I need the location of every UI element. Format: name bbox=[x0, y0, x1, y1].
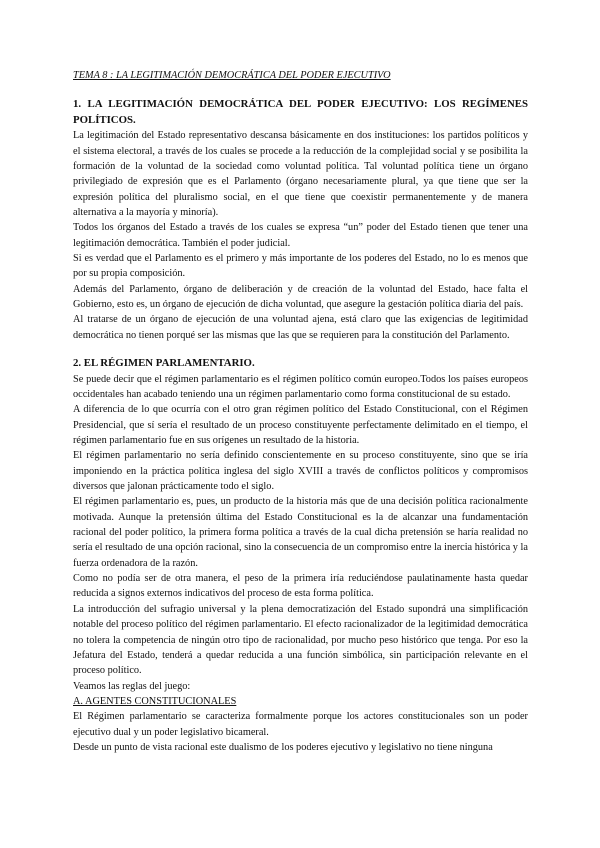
section-2-heading: 2. EL RÉGIMEN PARLAMENTARIO. bbox=[73, 357, 255, 370]
section-2-paragraph: El régimen parlamentario no sería definido conscientemente en su proceso constituyente, sino que se iría imponiendo en la práctica política inglesa del siglo XVIII a través de conflictos políticos y compromisos diversos que jalonan prácticamente todo el siglo. bbox=[73, 450, 528, 493]
subsection-a-paragraph: Desde un punto de vista racional este dualismo de los poderes ejecutivo y legislativo no tiene ninguna bbox=[73, 741, 493, 753]
section-2-paragraph: A diferencia de lo que ocurría con el otro gran régimen político del Estado Constitucional, con el Régimen Presidencial, que sí sería el resultado de un proceso constituyente perfectamente delimitado en el tiempo, el régimen parlamentario fue en sus orígenes un resultado de la historia. bbox=[73, 404, 528, 447]
document-title: TEMA 8 : LA LEGITIMACIÓN DEMOCRÁTICA DEL PODER EJECUTIVO bbox=[73, 70, 391, 81]
section-1-heading: 1. LA LEGITIMACIÓN DEMOCRÁTICA DEL PODER EJECUTIVO: LOS REGÍMENES POLÍTICOS. bbox=[73, 98, 528, 126]
section-2-paragraph: Como no podía ser de otra manera, el peso de la primera iría reduciéndose paulatinamente hasta quedar reducida a signos externos indicativos del proceso de esta forma política. bbox=[73, 573, 528, 600]
section-2-paragraph: La introducción del sufragio universal y la plena democratización del Estado supondrá una simplificación notable del proceso político del régimen parlamentario. El efecto racionalizador de la legitimidad democrática no tolera la competencia de ningún otro tipo de racionalidad, por mucho peso histórico que tenga. Por eso la Jefatura del Estado, tenderá a quedar reducida a una función simbólica, sin participación relevante en el proceso político. bbox=[73, 603, 528, 677]
document-page bbox=[73, 68, 528, 755]
section-1-paragraph: La legitimación del Estado representativo descansa básicamente en dos instituciones: los partidos políticos y el sistema electoral, a través de los cuales se procede a la reducción de la complejidad social y se posibilita la formación de la voluntad de la sociedad como voluntad política. Tal voluntad política tiene un órgano privilegiado de expresión que es el Parlamento (órgano necesariamente plural, ya que tiene que ser la expresión política del pluralismo social, en el que tiene que coexistir permanentemente y de manera alternativa a la mayoría y minoría). bbox=[73, 130, 528, 219]
section-1-paragraph: Además del Parlamento, órgano de deliberación y de creación de la voluntad del Estado, hace falta el Gobierno, esto es, un órgano de ejecución de dicha voluntad, que asegure la gestación política diaria del país. bbox=[73, 283, 528, 311]
subsection-a-heading: A. AGENTES CONSTITUCIONALES bbox=[73, 695, 237, 707]
section-2-paragraph: El régimen parlamentario es, pues, un producto de la historia más que de una decisión política racionalmente motivada. Aunque la pretensión última del Estado Constitucional es la de alcanzar una fundamentación racional del poder político, la primera forma política a través de la cual dicha pretensión se haría realidad no sería el resultado de una opción racional, sino la consecuencia de un compromiso entre la inercia histórica y la fuerza ordenadora de la razón. bbox=[73, 496, 528, 569]
subsection-a-paragraph: El Régimen parlamentario se caracteriza formalmente porque los actores constitucionales son un poder ejecutivo dual y un poder legislativo bicameral. bbox=[73, 711, 528, 738]
section-1-paragraph: Al tratarse de un órgano de ejecución de una voluntad ajena, está claro que las exigencias de legitimidad democrática no tienen porqué ser las mismas que las que se requieren para la constitución del Parlamento. bbox=[73, 314, 528, 341]
section-2-paragraph: Veamos las reglas del juego: bbox=[73, 680, 191, 692]
section-1-paragraph: Si es verdad que el Parlamento es el primero y más importante de los poderes del Estado, no lo es menos que por su propia composición. bbox=[73, 253, 528, 280]
section-2-paragraph: Se puede decir que el régimen parlamentario es el régimen político común europeo.Todos los países europeos occidentales han acabado teniendo una un régimen parlamentario como forma constitucional de su estado. bbox=[73, 373, 528, 400]
section-1-paragraph: Todos los órganos del Estado a través de los cuales se expresa “un” poder del Estado tienen que tener una legitimación democrática. También el poder judicial. bbox=[73, 222, 528, 249]
